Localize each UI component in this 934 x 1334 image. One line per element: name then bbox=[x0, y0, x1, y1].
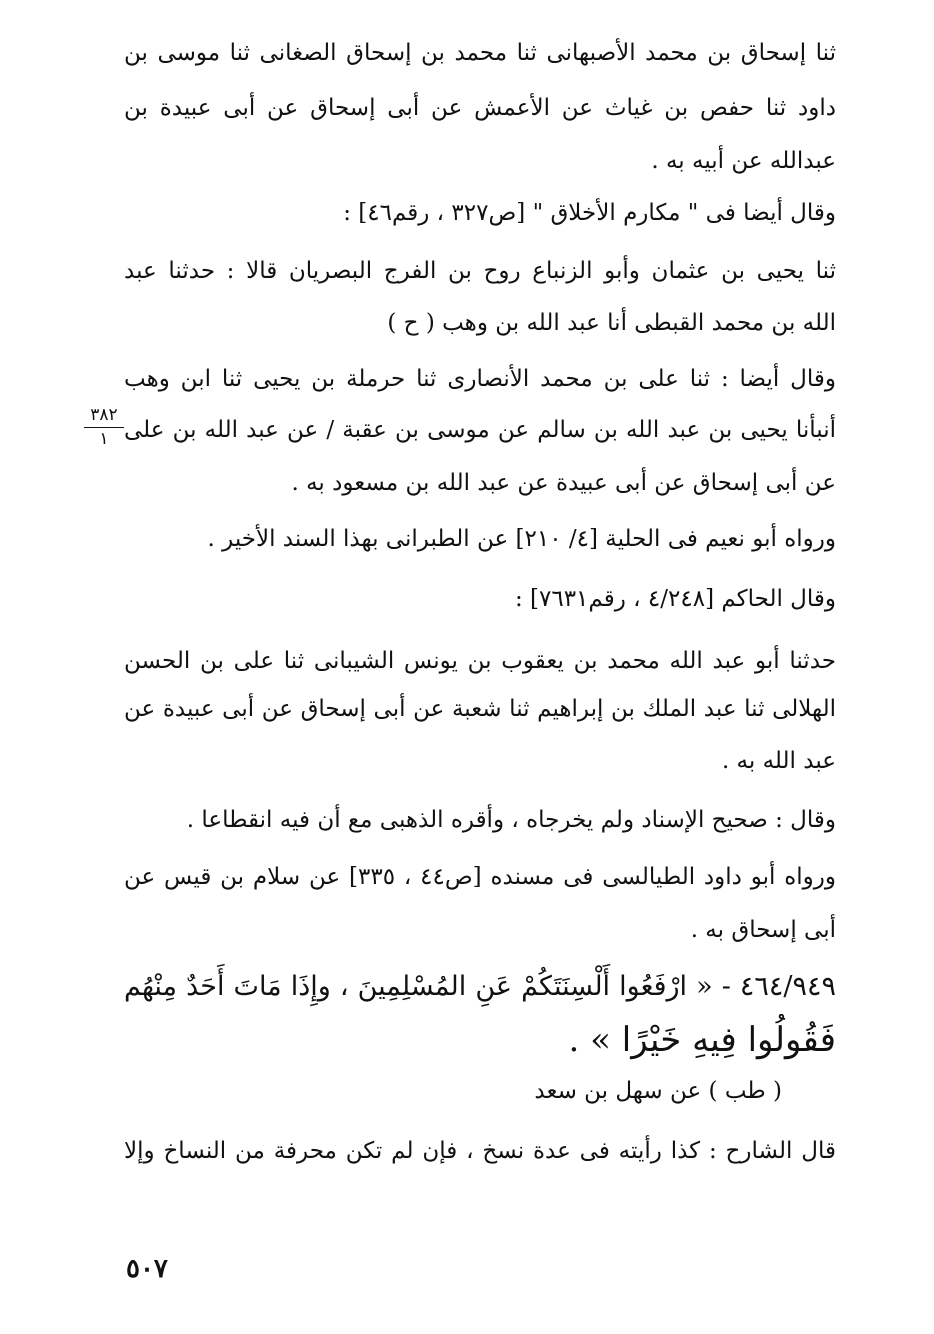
text-line-14: عبد الله به . bbox=[721, 748, 836, 774]
text-line-6: الله بن محمد القبطى أنا عبد الله بن وهب ( ح ) bbox=[387, 310, 836, 336]
marginal-reference-volume: ٣٨٢ bbox=[84, 404, 124, 428]
text-line-11: وقال الحاكم [٤/٢٤٨ ، رقم٧٦٣١] : bbox=[514, 586, 836, 612]
text-line-21: قال الشارح : كذا رأيته فى عدة نسخ ، فإن لم تكن محرفة من النساخ وإلا bbox=[124, 1138, 836, 1164]
text-line-3: عبدالله عن أبيه به . bbox=[651, 148, 836, 174]
text-line-17: أبى إسحاق به . bbox=[690, 917, 836, 943]
marginal-reference bbox=[84, 404, 124, 450]
text-line-13: الهلالى ثنا عبد الملك بن إبراهيم ثنا شعبة عن أبى إسحاق عن أبى عبيدة عن bbox=[124, 696, 836, 722]
page-number: ٥٠٧ bbox=[126, 1254, 168, 1284]
text-line-15: وقال : صحيح الإسناد ولم يخرجاه ، وأقره الذهبى مع أن فيه انقطاعا . bbox=[186, 807, 836, 833]
text-line-8: أنبأنا يحيى بن عبد الله بن سالم عن موسى بن عقبة / عن عبد الله بن على bbox=[124, 417, 836, 443]
text-line-10: ورواه أبو نعيم فى الحلية [٤/ ٢١٠] عن الطبرانى بهذا السند الأخير . bbox=[207, 526, 836, 552]
text-line-12: حدثنا أبو عبد الله محمد بن يعقوب بن يونس الشيبانى ثنا على بن الحسن bbox=[124, 648, 836, 674]
text-line-16: ورواه أبو داود الطيالسى فى مسنده [ص٤٤ ، ٣٣٥] عن سلام بن قيس عن bbox=[124, 864, 836, 890]
text-line-9: عن أبى إسحاق عن أبى عبيدة عن عبد الله بن مسعود به . bbox=[291, 470, 836, 496]
text-line-2: داود ثنا حفص بن غياث عن الأعمش عن أبى إسحاق عن أبى عبيدة بن bbox=[124, 95, 836, 121]
text-line-4: وقال أيضا فى " مكارم الأخلاق " [ص٣٢٧ ، رقم٤٦] : bbox=[343, 200, 836, 226]
text-line-5: ثنا يحيى بن عثمان وأبو الزنباع روح بن الفرج البصريان قالا : حدثنا عبد bbox=[124, 258, 836, 284]
text-line-1: ثنا إسحاق بن محمد الأصبهانى ثنا محمد بن إسحاق الصغانى ثنا موسى بن bbox=[124, 40, 836, 66]
source-attribution: ( طب ) عن سهل بن سعد bbox=[534, 1078, 782, 1104]
text-line-7: وقال أيضا : ثنا على بن محمد الأنصارى ثنا حرملة بن يحيى ثنا ابن وهب bbox=[124, 366, 836, 392]
marginal-reference-part: ١ bbox=[99, 429, 109, 449]
hadith-line-1: ٤٦٤/٩٤٩ - « ارْفَعُوا أَلْسِنَتَكُمْ عَنِ المُسْلِمِينَ ، وإِذَا مَاتَ أَحَدٌ مِنْهُم bbox=[124, 971, 836, 1002]
hadith-line-2: فَقُولُوا فِيهِ خَيْرًا » . bbox=[568, 1020, 836, 1060]
